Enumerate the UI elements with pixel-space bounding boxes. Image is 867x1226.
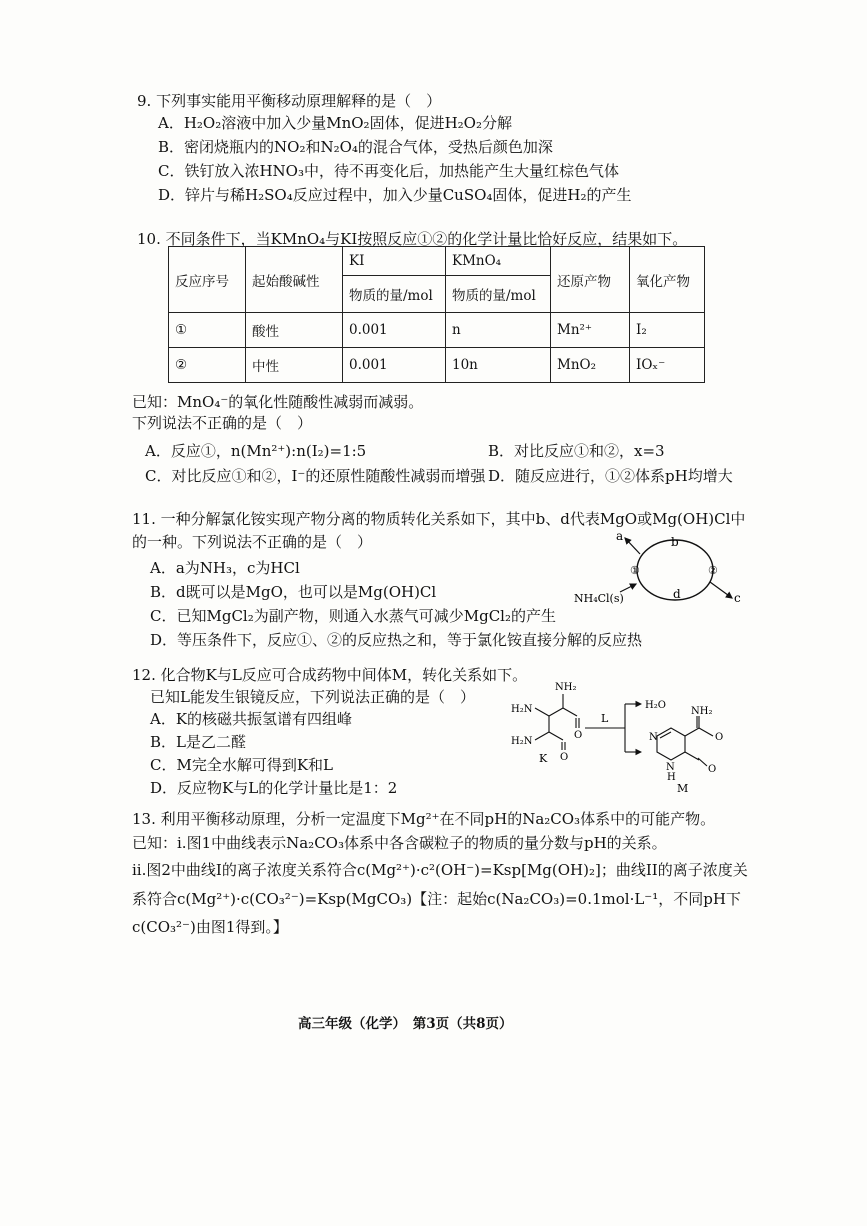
label-m: M: [677, 782, 689, 795]
q12-option-a: A．K的核磁共振氢谱有四组峰: [150, 710, 353, 728]
table-header-acidity: 起始酸碱性: [246, 247, 343, 313]
compound-m-structure: [657, 716, 713, 766]
q12-option-d: D．反应物K与L的化学计量比是1：2: [150, 779, 398, 797]
k-o1: O: [574, 730, 583, 741]
q9-option-a: A．H₂O₂溶液中加入少量MnO₂固体，促进H₂O₂分解: [158, 114, 512, 132]
q12-stem: 12. 化合物K与L反应可合成药物中间体M，转化关系如下。: [132, 666, 528, 684]
q10-option-d: D．随反应进行，①②体系pH均增大: [488, 467, 733, 485]
q12-known: 已知L能发生银镜反应，下列说法正确的是（ ）: [150, 688, 475, 706]
label-step1: ①: [630, 564, 640, 577]
table-subheader-ki: 物质的量/mol: [343, 276, 446, 313]
k-o2: O: [560, 752, 569, 763]
table-subheader-kmno4: 物质的量/mol: [446, 276, 551, 313]
page-footer: 高三年级（化学） 第3页（共8页）: [298, 1016, 513, 1032]
label-c: c: [734, 591, 741, 605]
m-n: N: [649, 732, 658, 743]
q10-option-b: B．对比反应①和②，x=3: [488, 442, 665, 460]
q12-reaction-diagram: [505, 676, 745, 802]
compound-k-structure: [535, 694, 579, 750]
table-cell: ②: [169, 348, 246, 383]
label-step2: ②: [708, 564, 718, 577]
q13-line1: 13. 利用平衡移动原理，分析一定温度下Mg²⁺在不同pH的Na₂CO₃体系中的可能产物。: [132, 810, 716, 828]
table-row: [169, 348, 705, 383]
table-header-kmno4: KMnO₄: [446, 247, 551, 276]
arrow-from-reactant: [620, 584, 636, 592]
table-cell: 10n: [446, 348, 551, 383]
label-d: d: [673, 587, 681, 601]
table-cell: n: [446, 313, 551, 348]
m-nh: N: [666, 762, 675, 773]
q10-stem: 10. 不同条件下，当KMnO₄与KI按照反应①②的化学计量比恰好反应，结果如下。: [137, 230, 688, 248]
q11-option-b: B．d既可以是MgO，也可以是Mg(OH)Cl: [150, 583, 437, 601]
label-k: K: [539, 752, 548, 765]
q10-table: [168, 246, 705, 383]
arrow-to-c: [710, 582, 732, 598]
q11-option-c: C．已知MgCl₂为副产物，则通入水蒸气可减少MgCl₂的产生: [150, 607, 556, 625]
table-header-ki: KI: [343, 247, 446, 276]
q10-option-a: A．反应①，n(Mn²⁺):n(I₂)=1:5: [145, 442, 367, 460]
q11-option-a: A．a为NH₃，c为HCl: [150, 559, 300, 577]
q13-line5: c(CO₃²⁻)由图1得到。】: [132, 918, 288, 936]
q13-line4: 系符合c(Mg²⁺)·c(CO₃²⁻)=Ksp(MgCO₃)【注：起始c(Na₂CO₃)=0.1mol·L⁻¹，不同pH下: [132, 890, 741, 908]
reagent-l: L: [601, 712, 609, 725]
q13-line3: ii.图2中曲线I的离子浓度关系符合c(Mg²⁺)·c²(OH⁻)=Ksp[Mg(OH)₂]；曲线II的离子浓度关: [132, 861, 748, 879]
q9-option-d: D．锌片与稀H₂SO₄反应过程中，加入少量CuSO₄固体，促进H₂的产生: [158, 186, 632, 204]
k-nh2-top: NH₂: [555, 682, 577, 693]
table-cell: 0.001: [343, 313, 446, 348]
q9-stem: 9. 下列事实能用平衡移动原理解释的是（ ）: [137, 92, 442, 110]
q12-option-b: B．L是乙二醛: [150, 733, 246, 751]
q11-stem-line1: 11. 一种分解氯化铵实现产物分离的物质转化关系如下，其中b、d代表MgO或Mg(OH)Cl中: [132, 510, 746, 528]
q10-known: 已知：MnO₄⁻的氧化性随酸性减弱而减弱。: [132, 393, 424, 411]
table-cell: IOₓ⁻: [630, 348, 705, 383]
table-cell: Mn²⁺: [551, 313, 630, 348]
q13-line2: 已知：i.图1中曲线表示Na₂CO₃体系中各含碳粒子的物质的量分数与pH的关系。: [132, 834, 667, 852]
table-cell: 酸性: [246, 313, 343, 348]
q9-option-c: C．铁钉放入浓HNO₃中，待不再变化后，加热能产生大量红棕色气体: [158, 162, 619, 180]
label-reactant: NH₄Cl(s): [574, 592, 624, 605]
product-water: H₂O: [645, 700, 666, 711]
arrow-to-a: [625, 538, 640, 554]
table-row: [169, 313, 705, 348]
q9-option-b: B．密闭烧瓶内的NO₂和N₂O₄的混合气体，受热后颜色加深: [158, 138, 553, 156]
k-h2n-low: H₂N: [511, 736, 533, 747]
m-o2: O: [708, 764, 717, 775]
q10-option-c: C．对比反应①和②，I⁻的还原性随酸性减弱而增强: [145, 467, 486, 485]
table-cell: 0.001: [343, 348, 446, 383]
table-cell: ①: [169, 313, 246, 348]
label-a: a: [616, 532, 624, 543]
q12-option-c: C．M完全水解可得到K和L: [150, 756, 334, 774]
table-cell: I₂: [630, 313, 705, 348]
table-header-oxidized: 氧化产物: [630, 247, 705, 313]
table-header-reaction: 反应序号: [169, 247, 246, 313]
label-b: b: [671, 535, 679, 549]
q11-option-d: D．等压条件下，反应①、②的反应热之和，等于氯化铵直接分解的反应热: [150, 631, 643, 649]
m-h: H: [667, 772, 676, 783]
q10-ask: 下列说法不正确的是（ ）: [132, 414, 313, 432]
k-h2n: H₂N: [511, 704, 533, 715]
q11-cycle-diagram: [570, 532, 745, 610]
m-nh2: NH₂: [691, 706, 713, 717]
m-o1: O: [715, 732, 724, 743]
table-cell: MnO₂: [551, 348, 630, 383]
table-header-reduced: 还原产物: [551, 247, 630, 313]
q11-stem-line2: 的一种。下列说法不正确的是（ ）: [132, 533, 373, 551]
table-cell: 中性: [246, 348, 343, 383]
